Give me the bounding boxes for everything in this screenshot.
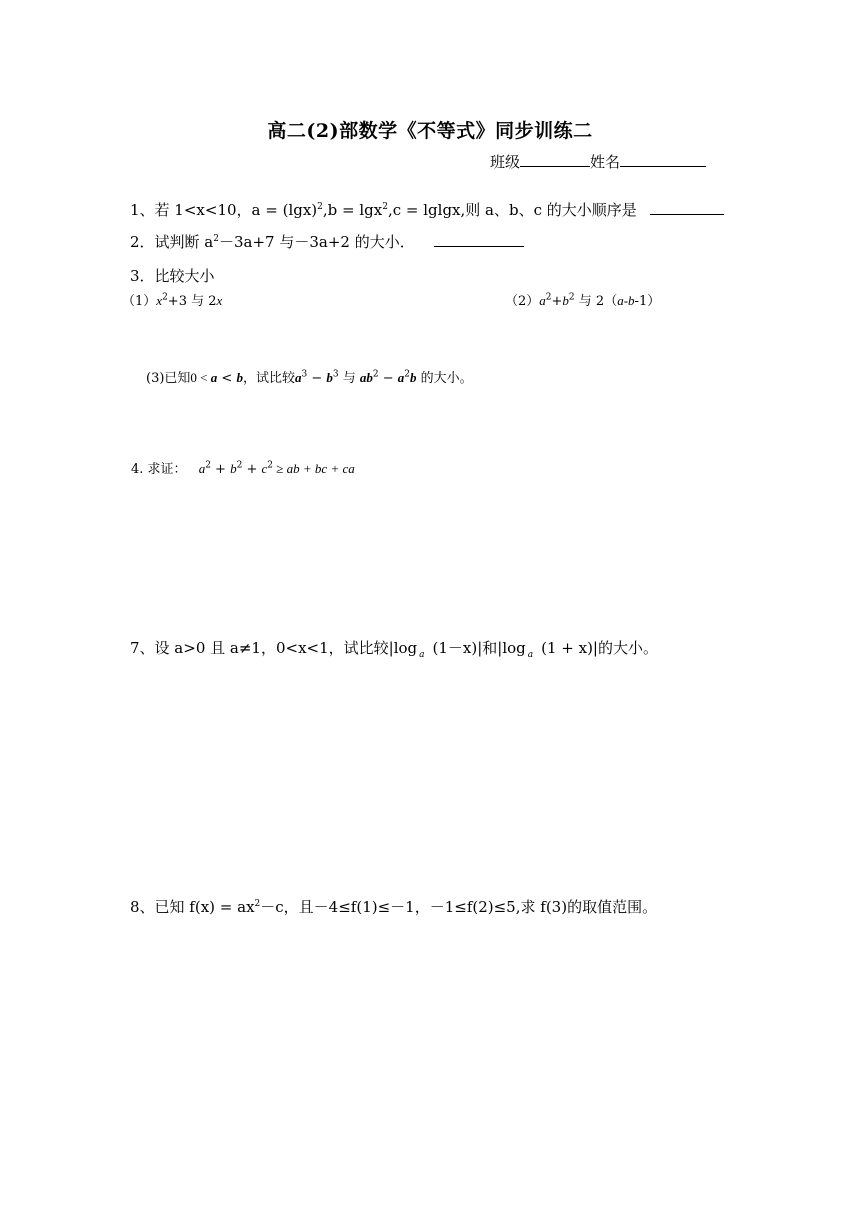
q3-p3-e1-sup2: 3: [332, 369, 339, 380]
q3-p2-number: （2）: [505, 294, 540, 309]
q7-text-mid: (1－x)|和|log: [432, 639, 526, 657]
q3-p3-var-a: a: [210, 370, 218, 385]
q3-p1-number: （1）: [122, 294, 157, 309]
q3-p3-cond: 0 <: [190, 370, 211, 385]
q3-p3-e1-a: a: [294, 370, 302, 385]
q1-sup-1: 2: [317, 202, 323, 212]
q3-p1-text: +3 与 2: [167, 294, 217, 309]
question-3-part-2: [505, 290, 660, 309]
q3-p2-var-b: b: [562, 293, 569, 308]
q3-p3-e1-b: b: [326, 370, 333, 385]
class-blank[interactable]: [520, 152, 590, 167]
question-7: [130, 637, 658, 658]
q4-plus2: +: [242, 462, 262, 477]
q1-text-post: ,c = lglgx,则 a、b、c 的大小顺序是: [387, 201, 637, 219]
q8-sup: 2: [254, 899, 261, 909]
class-label: 班级: [490, 153, 521, 171]
q1-answer-blank[interactable]: [650, 200, 724, 215]
q1-text-pre: 1、若 1<x<10，a = (lgx): [130, 201, 318, 219]
q7-log-base-1: a: [419, 650, 425, 660]
q4-sup2: 2: [236, 460, 243, 471]
q3-p3-e2-ab: ab: [359, 370, 373, 385]
q3-p3-number: (3)已知: [146, 371, 191, 386]
question-3-part-1: [122, 290, 222, 309]
q4-label: 4. 求证：: [131, 462, 187, 477]
q7-text-pre: 7、设 a>0 且 a≠1，0<x<1，试比较|log: [130, 639, 418, 657]
q4-plus1: +: [210, 462, 231, 477]
q3-p3-text1: ，试比较: [242, 371, 295, 386]
class-name-line: [490, 151, 706, 172]
q4-rhs: ≥ ab + bc + ca: [273, 461, 355, 476]
q3-p2-var-ab: a-b: [617, 293, 635, 308]
q8-text-pre: 8、已知 f(x) = ax: [130, 898, 255, 916]
q4-var-b: b: [230, 461, 237, 476]
q4-var-c: c: [261, 461, 268, 476]
q4-sup3: 2: [267, 460, 274, 471]
question-3-part-3: [146, 367, 473, 386]
question-2: [130, 231, 524, 252]
q3-p2-text-end: -1）: [634, 294, 661, 309]
q3-p2-sup2: 2: [568, 292, 575, 303]
page-title: 高二(2)部数学《不等式》同步训练二: [267, 120, 593, 142]
q3-p3-e1-minus: −: [307, 371, 327, 386]
question-8: [130, 896, 657, 917]
q3-p3-e2-sup2: 2: [404, 369, 410, 380]
q3-p3-e2-minus: −: [378, 371, 398, 386]
q3-p3-e2-b: b: [410, 370, 417, 385]
q3-p1-var-x2: x: [216, 293, 223, 308]
q4-sup1: 2: [205, 460, 211, 471]
q3-p2-plus: +: [551, 294, 563, 309]
q2-text-pre: 2．试判断 a: [130, 233, 214, 251]
q1-text-mid: ,b = lgx: [322, 201, 383, 219]
q3-p3-e2-a: a: [397, 370, 405, 385]
q3-p1-sup: 2: [162, 292, 168, 303]
q7-text-post: (1 + x)|的大小。: [541, 639, 658, 657]
q2-answer-blank[interactable]: [434, 232, 524, 247]
name-blank[interactable]: [620, 152, 706, 167]
q3-p1-var-x: x: [156, 293, 163, 308]
q7-log-base-2: a: [527, 650, 534, 660]
question-1: [130, 199, 724, 220]
q1-sup-2: 2: [382, 202, 388, 212]
question-3-heading: 3．比较大小: [130, 267, 215, 285]
q3-p3-lt: <: [217, 371, 237, 386]
q4-var-a: a: [198, 461, 206, 476]
question-4: [131, 458, 355, 477]
q3-p3-with: 与: [338, 371, 360, 386]
q8-text-post: －c，且－4≤f(1)≤－1，－1≤f(2)≤5,求 f(3)的取值范围。: [260, 898, 658, 916]
q2-text-post: －3a+7 与－3a+2 的大小．: [219, 233, 415, 251]
q3-p3-text2: 的大小。: [416, 371, 473, 386]
q3-p2-text: 与 2（: [574, 294, 618, 309]
q3-p2-var-a: a: [539, 293, 546, 308]
q2-sup: 2: [213, 234, 219, 244]
q3-p3-var-b: b: [236, 370, 243, 385]
name-label: 姓名: [590, 153, 621, 171]
q3-p3-e1-sup: 3: [301, 369, 308, 380]
q3-p3-e2-sup: 2: [372, 369, 379, 380]
q3-p2-sup1: 2: [545, 292, 552, 303]
